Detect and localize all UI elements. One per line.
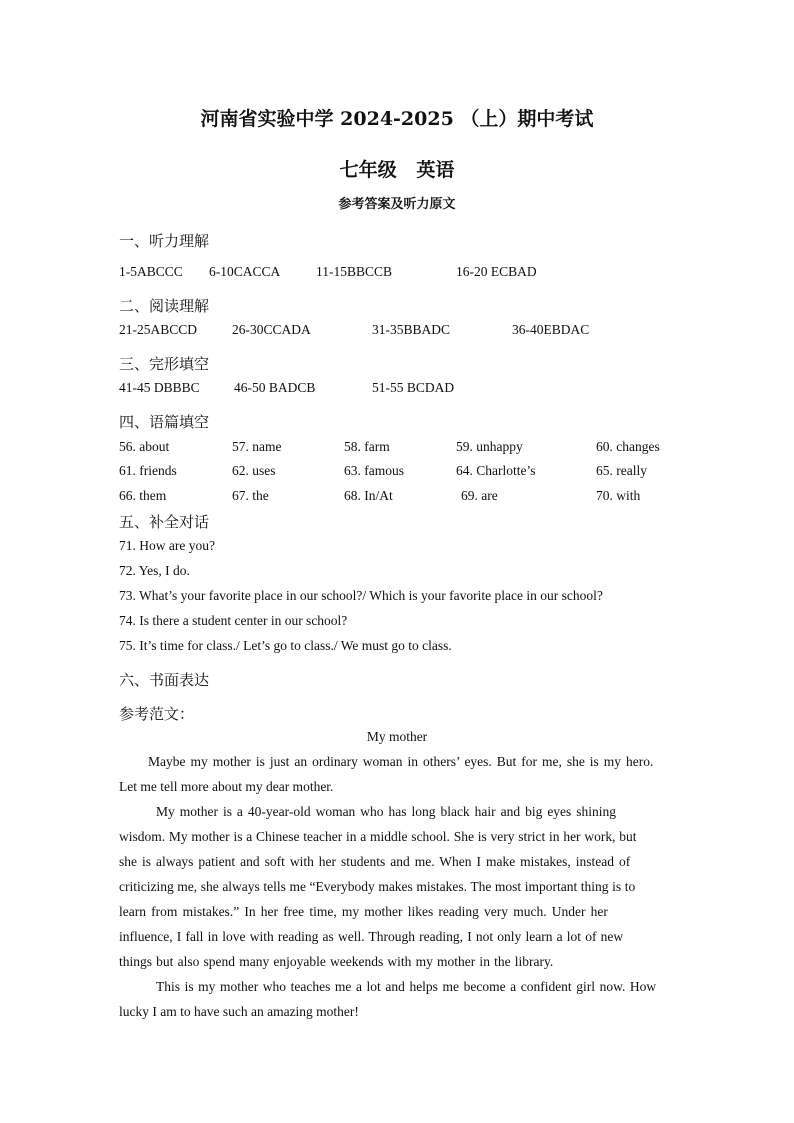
section-writing-heading: 六、书面表达 — [119, 671, 210, 689]
gap-fill-answer: 67. the — [232, 488, 269, 503]
gap-fill-answer: 68. In/At — [344, 488, 393, 503]
gap-fill-answer: 64. Charlotte’s — [456, 463, 536, 478]
sample-essay-label: 参考范文： — [119, 705, 195, 723]
section-dialogue-heading: 五、补全对话 — [119, 513, 210, 531]
gap-fill-answer: 66. them — [119, 488, 167, 503]
essay-line: she is always patient and soft with her students and me. When I make mistakes, instead of — [119, 854, 631, 869]
grade-subject: 七年级 英语 — [339, 159, 455, 181]
answer-group: 36-40EBDAC — [512, 322, 590, 337]
essay-line: My mother is a 40-year-old woman who has long black hair and big eyes shining — [156, 804, 617, 819]
answer-group: 51-55 BCDAD — [372, 380, 455, 395]
essay-line: things but also spend many enjoyable weekends with my mother in the library. — [119, 954, 554, 969]
gap-fill-answer: 58. farm — [344, 439, 390, 454]
gap-fill-answer: 59. unhappy — [456, 439, 523, 454]
gap-fill-answer: 56. about — [119, 439, 170, 454]
section-reading-heading: 二、阅读理解 — [119, 297, 210, 315]
gap-fill-answer: 70. with — [596, 488, 641, 503]
essay-line: wisdom. My mother is a Chinese teacher in a middle school. She is very strict in her work, but — [119, 829, 637, 844]
essay-line: This is my mother who teaches me a lot and helps me become a confident girl now. How — [156, 979, 657, 994]
answer-group: 6-10CACCA — [209, 264, 281, 279]
dialogue-answer: 71. How are you? — [119, 538, 215, 553]
essay-line: Maybe my mother is just an ordinary woman in others’ eyes. But for me, she is my hero. — [148, 754, 654, 769]
gap-fill-answer: 57. name — [232, 439, 282, 454]
gap-fill-answer: 65. really — [596, 463, 647, 478]
gap-fill-answer: 62. uses — [232, 463, 276, 478]
exam-title: 河南省实验中学 2024-2025 （上）期中考试 — [200, 108, 594, 130]
section-cloze-heading: 三、完形填空 — [119, 355, 210, 373]
dialogue-answer: 75. It’s time for class./ Let’s go to class./ We must go to class. — [119, 638, 452, 653]
essay-line: influence, I fall in love with reading as well. Through reading, I not only learn a lot of new — [119, 929, 624, 944]
essay-title: My mother — [366, 729, 428, 744]
answer-group: 31-35BBADC — [372, 322, 451, 337]
essay-line: criticizing me, she always tells me “Everybody makes mistakes. The most important thing is to — [119, 879, 636, 894]
answer-group: 1-5ABCCC — [119, 264, 183, 279]
dialogue-answer: 72. Yes, I do. — [119, 563, 190, 578]
answer-group: 41-45 DBBBC — [119, 380, 200, 395]
dialogue-answer: 73. What’s your favorite place in our school?/ Which is your favorite place in our school? — [119, 588, 603, 603]
answer-group: 26-30CCADA — [232, 322, 311, 337]
section-listening-heading: 一、听力理解 — [119, 232, 210, 250]
answer-group: 46-50 BADCB — [234, 380, 316, 395]
gap-fill-answer: 69. are — [461, 488, 498, 503]
answer-group: 11-15BBCCB — [316, 264, 393, 279]
answer-subtitle: 参考答案及听力原文 — [338, 197, 456, 212]
section-gap-fill-heading: 四、语篇填空 — [119, 413, 210, 431]
essay-line: learn from mistakes.” In her free time, my mother likes reading very much. Under her — [119, 904, 608, 919]
answer-group: 21-25ABCCD — [119, 322, 198, 337]
gap-fill-answer: 60. changes — [596, 439, 660, 454]
answer-group: 16-20 ECBAD — [456, 264, 537, 279]
gap-fill-answer: 63. famous — [344, 463, 404, 478]
essay-line: Let me tell more about my dear mother. — [119, 779, 334, 794]
gap-fill-answer: 61. friends — [119, 463, 177, 478]
dialogue-answer: 74. Is there a student center in our school? — [119, 613, 348, 628]
essay-line: lucky I am to have such an amazing mother! — [119, 1004, 359, 1019]
